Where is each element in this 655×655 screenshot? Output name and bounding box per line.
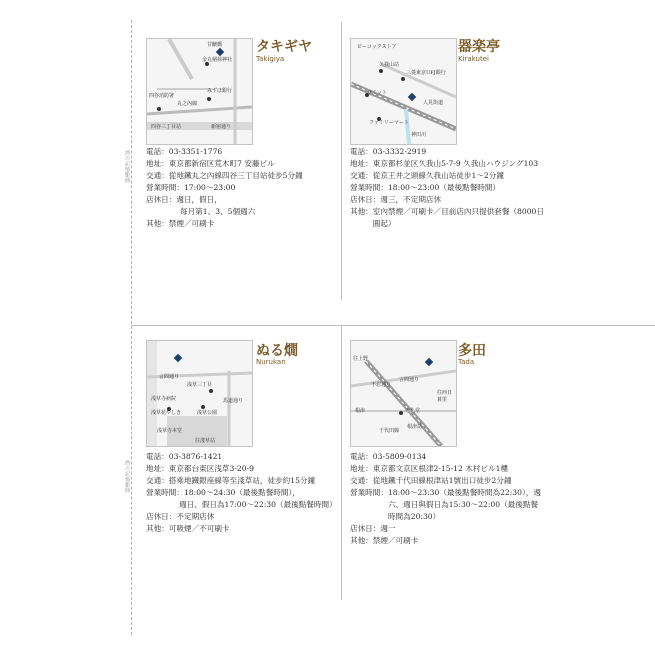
shop-info <box>350 146 545 230</box>
shop-title: ぬる燗 <box>256 343 298 359</box>
shop-romaji: Takigiya <box>256 55 285 63</box>
map-label: 三菱東京UFJ銀行 <box>406 70 446 76</box>
info-closed: 店休日： 週日，假日， <box>146 195 222 204</box>
info-phone: 電話： 03-5809-0134 <box>350 452 427 461</box>
map-label: 四谷三丁目站 <box>151 124 182 130</box>
map-label: みずほ銀行 <box>207 88 233 94</box>
map-label: 久我山站 <box>379 62 400 68</box>
shop-info <box>146 451 336 535</box>
info-other: 其他： 禁煙／可刷卡 <box>146 219 215 228</box>
info-hours: 營業時間： 18:00～24:30（最後點餐時間）， <box>146 488 300 497</box>
map-label: ファミリーマート <box>369 120 409 126</box>
map-label: 往上野 <box>353 356 369 362</box>
side-note-top: 酒の記憶鮨圓 <box>124 150 130 183</box>
map-label: サミット <box>367 90 387 96</box>
map-label: 根津 <box>355 408 366 414</box>
map-label: 金丸稲荷神社 <box>202 57 233 63</box>
shop-info <box>350 451 545 547</box>
info-phone: 電話： 03-3351-1776 <box>146 147 223 156</box>
map-label: ピーコックストア <box>357 44 397 50</box>
map-label: 浅草花やしき <box>151 410 182 416</box>
divider-vertical-top <box>341 22 342 300</box>
map-takigiya <box>146 38 253 145</box>
info-hours: 營業時間： 18:00～23:00（最後點餐時間） <box>350 183 501 192</box>
shop-info <box>146 146 336 230</box>
info-other: 其他： 禁煙／可刷卡 <box>350 536 419 545</box>
map-label: 甘醸橋 <box>207 42 223 48</box>
map-label: 根津站 <box>407 424 423 430</box>
info-phone: 電話： 03-3332-2919 <box>350 147 427 156</box>
map-label: 新宿通り <box>211 124 232 130</box>
side-note-bottom: 酒の記憶鮨圓 <box>124 460 130 493</box>
map-label: 浅草公園 <box>197 410 218 416</box>
map-tada <box>350 340 457 447</box>
map-label: 往淺草站 <box>195 438 216 444</box>
map-label: 四谷消防署 <box>149 93 175 99</box>
map-label: 丸之內線 <box>177 101 198 107</box>
shop-romaji: Kirakutei <box>458 55 489 63</box>
shop-romaji: Nurukan <box>256 358 286 366</box>
map-label: 人見街道 <box>423 100 444 106</box>
shop-title: タキギヤ <box>256 39 312 55</box>
info-other: 其他： 室內禁煙／可刷卡／目前店內只提供套餐（8000日圓起） <box>350 207 544 228</box>
info-address: 地址： 東京都文京区根津2-15-12 木村ビル1樓 <box>350 464 509 473</box>
info-other: 其他： 可吸煙／不可刷卡 <box>146 524 230 533</box>
info-hours: 營業時間： 17:00～23:00 <box>146 183 236 192</box>
info-address: 地址： 東京都新宿区荒木町7 安藤ビル <box>146 159 275 168</box>
info-closed: 店休日： 週三，不定期店休 <box>350 195 442 204</box>
info-transport: 交通： 從地鐵丸之內線四谷三丁目站徒步5分鐘 <box>146 171 303 180</box>
info-closed-extra: 每月第1、3、5個週六 <box>180 207 256 216</box>
map-label: 千代田線 <box>379 428 400 434</box>
map-label: 往西日暮里 <box>437 390 453 403</box>
binding-dashed-line <box>131 20 132 635</box>
info-transport: 交通： 從地鐵千代田線根津站1號出口徒步2分鐘 <box>350 476 512 485</box>
info-closed: 店休日： 不定期店休 <box>146 512 215 521</box>
info-transport: 交通： 從京王井之頭線久我山站徒步1～2分鐘 <box>350 171 504 180</box>
shop-title: 器楽亭 <box>458 39 500 55</box>
map-label: 神田川 <box>411 132 427 138</box>
map-label: 馬道通り <box>223 398 244 404</box>
map-label: 言問通り <box>159 374 180 380</box>
map-nurukan <box>146 340 253 447</box>
shop-title: 多田 <box>458 343 486 359</box>
info-address: 地址： 東京都台東区浅草3-20-9 <box>146 464 254 473</box>
divider-horizontal <box>131 325 655 326</box>
map-label: 浅草三丁目 <box>187 382 213 388</box>
info-hours: 營業時間： 18:00～23:30（最後點餐時間為22:30），週六、週日與假日為15:30～22:00（最後點餐時間為20:30） <box>350 488 541 521</box>
map-kirakutei <box>350 38 457 145</box>
map-label: 浅草寺本堂 <box>157 428 183 434</box>
info-transport: 交通： 搭乘地鐵銀座線等至淺草站，徒步約15分鐘 <box>146 476 316 485</box>
map-label: 言問通り <box>399 377 420 383</box>
map-label: 浅草寺病院 <box>151 396 177 402</box>
map-label: 不忍通り <box>371 382 392 388</box>
shop-romaji: Tada <box>458 358 475 366</box>
info-address: 地址： 東京都杉並区久我山5-7-9 久我山ハウジング103 <box>350 159 539 168</box>
info-closed: 店休日： 週一 <box>350 524 396 533</box>
divider-vertical-bottom <box>341 325 342 600</box>
info-hours-extra: 週日、假日為17:00～22:30（最後點餐時間） <box>179 500 337 509</box>
info-phone: 電話： 03-3876-1421 <box>146 452 223 461</box>
map-label: 赤札堂 <box>405 408 421 414</box>
